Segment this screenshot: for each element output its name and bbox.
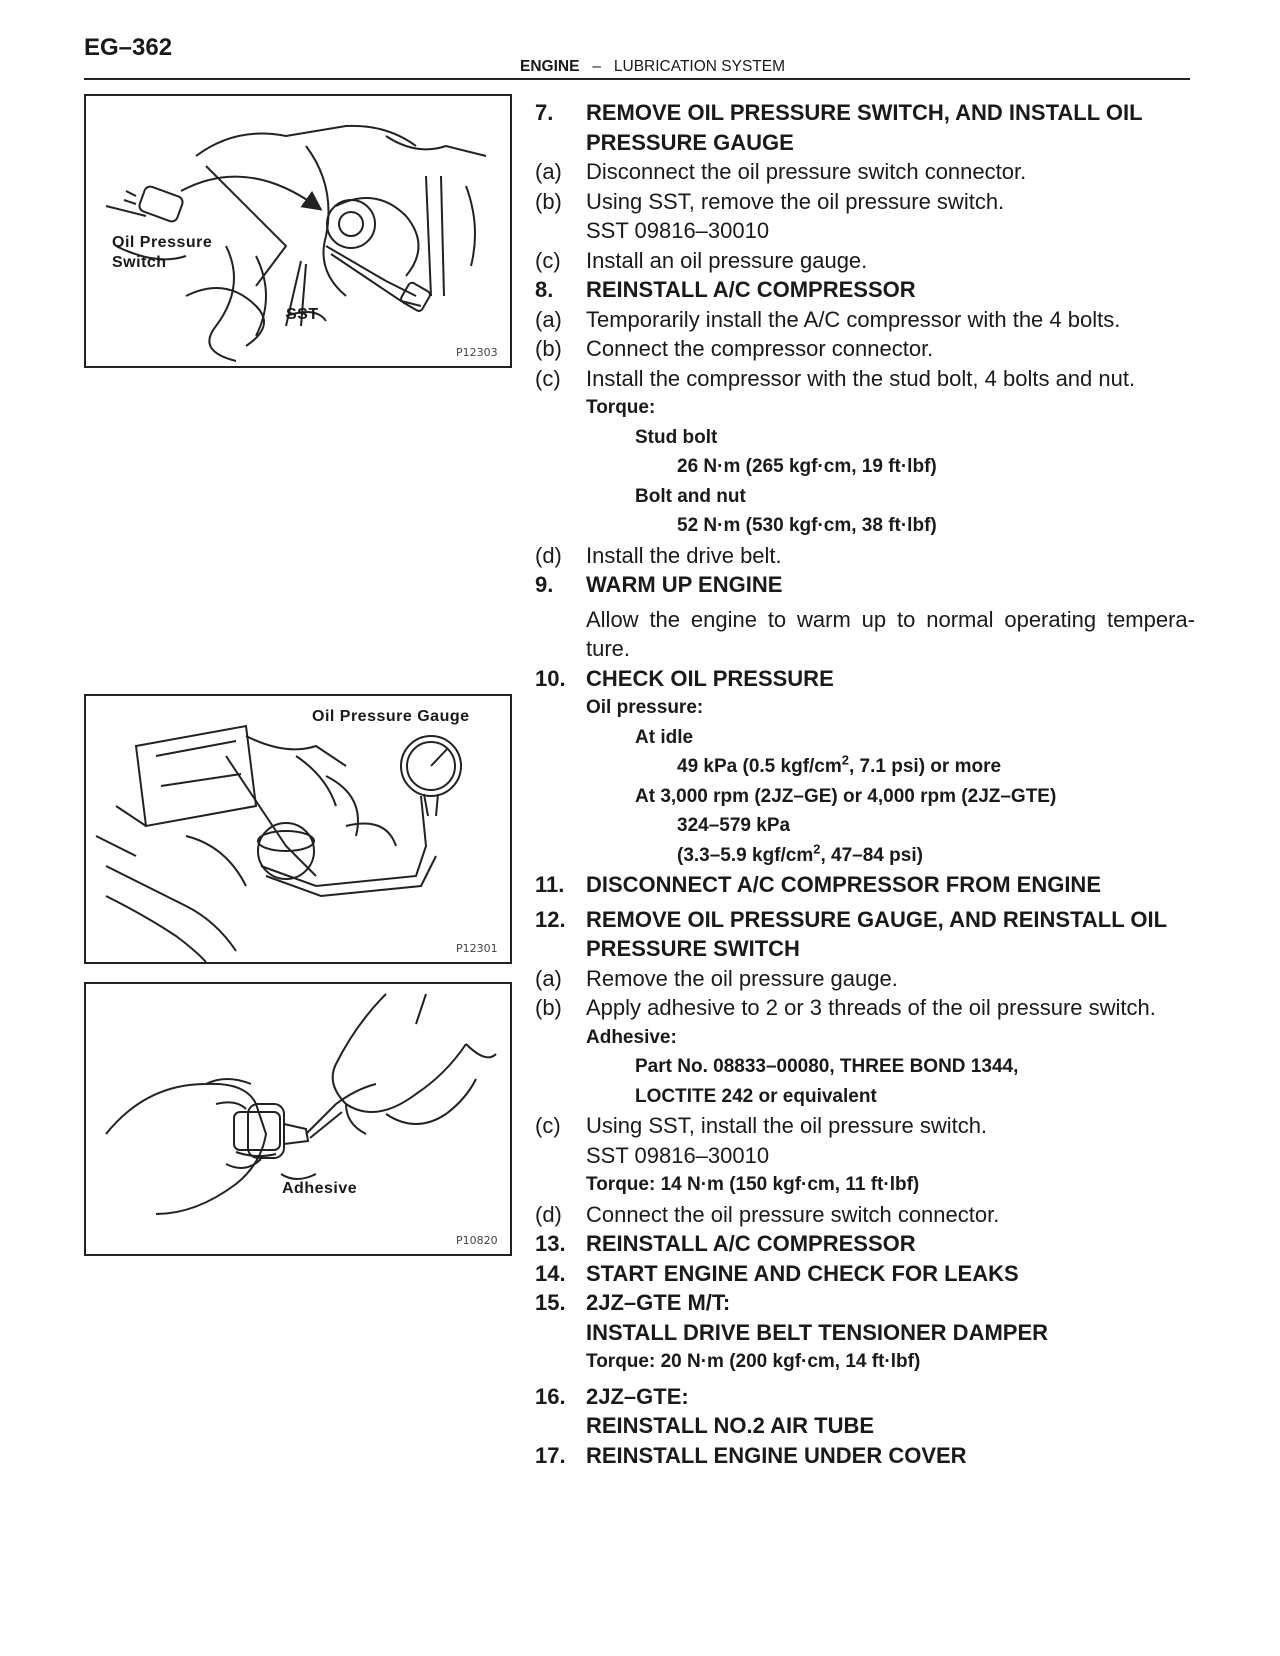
rpm-pressure-kgf: (3.3–5.9 kgf/$cm^2$, 47–84 psi) [677, 841, 923, 866]
sst-number: SST 09816–30010 [586, 218, 770, 243]
figure-code: P12301 [456, 942, 498, 955]
engine-illustration-2 [86, 696, 510, 962]
adhesive-part-2: LOCTITE 242 or equivalent [635, 1085, 877, 1107]
step-10: 10. CHECK OIL PRESSURE [535, 665, 834, 691]
figure-label-oil-pressure: Oil Pressure [112, 234, 213, 251]
step-8a: (a) Temporarily install the A/C compressor with the 4 bolts. [535, 306, 1121, 332]
section-name: ENGINE [520, 58, 580, 75]
sst-number: SST 09816–30010 [586, 1142, 770, 1168]
adhesive-part-1: Part No. 08833–00080, THREE BOND 1344, [635, 1056, 1019, 1077]
step-17: 17. REINSTALL ENGINE UNDER COVER [535, 1442, 967, 1468]
stud-bolt-label: Stud bolt [635, 426, 718, 448]
figure-label-adhesive: Adhesive [282, 1180, 358, 1197]
step-7c: (c) Install an oil pressure gauge. [535, 247, 868, 273]
running-header [520, 58, 785, 76]
step-16: 16. 2JZ–GTE: REINSTALL NO.2 AIR TUBE [535, 1383, 875, 1438]
step-8c: (c) Install the compressor with the stud bolt, 4 bolts and nut. [535, 365, 1136, 391]
figure-label-oil-pressure-gauge: Oil Pressure Gauge [312, 708, 470, 725]
idle-pressure-value: 49 kPa (0.5 kgf/$cm^2$, 7.1 psi) or more [677, 752, 1002, 777]
rpm-pressure-kpa: 324–579 kPa [677, 815, 791, 836]
figure-label-sst: SST [286, 306, 319, 323]
hands-illustration [86, 984, 510, 1254]
figure-code: P12303 [456, 346, 498, 359]
step-8: 8. REINSTALL A/C COMPRESSOR [535, 277, 916, 302]
page-number: EG–362 [84, 34, 173, 61]
figure-label-switch: Switch [112, 254, 167, 271]
step-12d: (d) Connect the oil pressure switch connector. [535, 1201, 1000, 1227]
step-7a: (a) Disconnect the oil pressure switch connector. [535, 159, 1027, 184]
switch-torque: Torque: 14 N·m (150 kgf·cm, 11 ft·lbf) [586, 1174, 920, 1195]
step-13: 13. REINSTALL A/C COMPRESSOR [535, 1231, 916, 1256]
figure-oil-pressure-switch [84, 94, 512, 368]
step-8b: (b) Connect the compressor connector. [535, 336, 934, 361]
step-12: 12. REMOVE OIL PRESSURE GAUGE, AND REINSTALL OIL PRESSURE SWITCH [535, 906, 1167, 961]
step-7b: (b) Using SST, remove the oil pressure switch. SST 09816–30010 [535, 188, 1005, 243]
at-idle-label: At idle [635, 726, 694, 748]
bolt-nut-torque: 52 N·m (530 kgf·cm, 38 ft·lbf) [677, 515, 937, 536]
torque-label: Torque: [586, 397, 656, 418]
step-11: 11. DISCONNECT A/C COMPRESSOR FROM ENGINE [535, 872, 1101, 897]
step-8d: (d) Install the drive belt. [535, 542, 782, 568]
oil-pressure-label: Oil pressure: [586, 697, 704, 718]
procedure-text [535, 98, 1195, 1470]
step-9-text: Allow the engine to warm up to normal operating tempera- ture. [586, 606, 1195, 661]
header-separator: – [592, 58, 601, 75]
figure-adhesive-application [84, 982, 512, 1256]
adhesive-label: Adhesive: [586, 1026, 677, 1048]
step-7-title: REMOVE OIL PRESSURE SWITCH, AND INSTALL OIL PRESSURE GAUGE [586, 100, 1143, 155]
step-7: 7. REMOVE OIL PRESSURE SWITCH, AND INSTALL OIL PRESSURE GAUGE [535, 100, 1143, 155]
step-14: 14. START ENGINE AND CHECK FOR LEAKS [535, 1260, 1019, 1286]
damper-torque: Torque: 20 N·m (200 kgf·cm, 14 ft·lbf) [586, 1351, 921, 1372]
step-15: 15. 2JZ–GTE M/T: INSTALL DRIVE BELT TENSIONER DAMPER [535, 1290, 1049, 1345]
figure-code: P10820 [456, 1234, 498, 1247]
figure-oil-pressure-gauge [84, 694, 512, 964]
step-12a: (a) Remove the oil pressure gauge. [535, 965, 898, 991]
step-12c: (c) Using SST, install the oil pressure switch. SST 09816–30010 [535, 1113, 988, 1168]
step-9: 9. WARM UP ENGINE [535, 572, 783, 597]
subsection-name: LUBRICATION SYSTEM [613, 58, 786, 75]
step-12b: (b) Apply adhesive to 2 or 3 threads of the oil pressure switch. [535, 995, 1156, 1020]
stud-bolt-torque: 26 N·m (265 kgf·cm, 19 ft·lbf) [677, 456, 937, 477]
engine-illustration-1 [86, 96, 510, 366]
header-rule [84, 78, 1190, 80]
bolt-nut-label: Bolt and nut [635, 485, 746, 507]
rpm-label: At 3,000 rpm (2JZ–GE) or 4,000 rpm (2JZ–GTE) [635, 785, 1057, 807]
